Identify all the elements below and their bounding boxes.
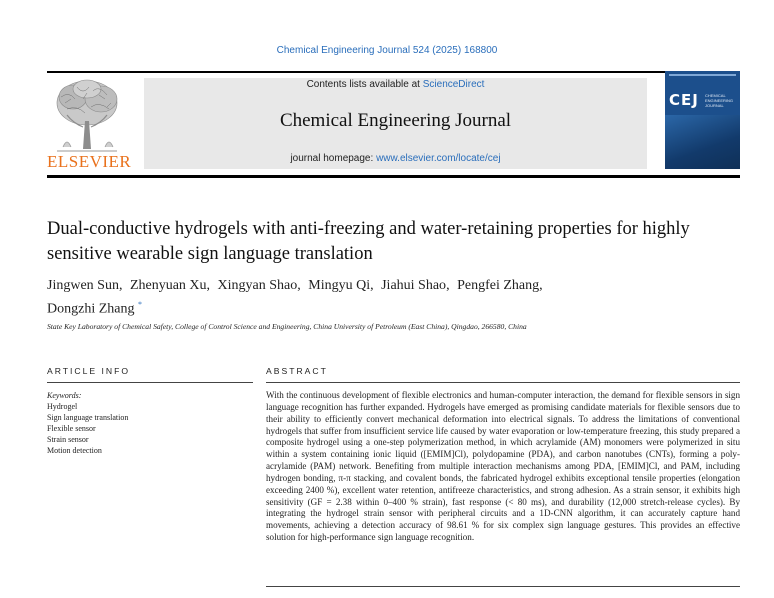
header-rule xyxy=(47,71,740,73)
contents-line xyxy=(144,79,647,90)
keyword: Hydrogel xyxy=(47,402,78,411)
cover-abbrev: CEJ xyxy=(669,91,699,109)
article-info-rule xyxy=(47,382,253,383)
author-name[interactable]: Jingwen Sun xyxy=(47,278,119,293)
keywords-label: Keywords: xyxy=(47,391,82,400)
keyword: Sign language translation xyxy=(47,413,129,422)
keyword: Flexible sensor xyxy=(47,424,96,433)
author-name[interactable]: Pengfei Zhang xyxy=(457,278,540,293)
author-name[interactable]: Xingyan Shao xyxy=(217,278,298,293)
abstract-bottom-rule xyxy=(266,586,740,587)
header-thick-rule xyxy=(47,175,740,178)
cover-image-band xyxy=(665,115,740,169)
author-name[interactable]: Zhenyuan Xu xyxy=(129,278,207,293)
sciencedirect-link[interactable]: ScienceDirect xyxy=(422,79,485,90)
cover-stripe xyxy=(669,74,736,76)
article-title: Dual-conductive hydrogels with anti-freezing and water-retaining properties for highly sensitive wearable sign language translation xyxy=(47,219,690,264)
author-name[interactable]: Dongzhi Zhang xyxy=(47,301,135,317)
elsevier-wordmark: ELSEVIER xyxy=(47,152,132,171)
cover-subtitle: CHEMICAL ENGINEERING JOURNAL xyxy=(705,93,734,108)
author-name[interactable]: Jiahui Shao xyxy=(381,278,447,293)
keyword: Motion detection xyxy=(47,446,102,455)
affiliation: State Key Laboratory of Chemical Safety, College of Control Science and Engineering, China University of Petroleum (East China), Qingdao, 266580, China xyxy=(47,322,527,331)
keyword: Strain sensor xyxy=(47,435,89,444)
keywords-block xyxy=(47,390,237,456)
abstract-heading: ABSTRACT xyxy=(266,366,328,376)
abstract-rule xyxy=(266,382,740,383)
contents-prefix: Contents lists available at xyxy=(306,79,423,90)
homepage-prefix: journal homepage: xyxy=(290,153,377,164)
author-list: Jingwen Sun, Zhenyuan Xu, Xingyan Shao, Mingyu Qi, Jiahui Shao, Pengfei Zhang, Dongzhi Zhang * xyxy=(47,278,543,317)
author-name[interactable]: Mingyu Qi xyxy=(308,278,371,293)
journal-title: Chemical Engineering Journal xyxy=(279,110,512,131)
abstract-text: With the continuous development of flexible electronics and human-computer interaction, the demand for flexible sensors in sign language recognition has further expanded. Hydrogels have emerged as promising candidate materials for flexible sensors due to their ability to efficiently convert mechanical deformation into electrical signals. To address the limitations of conventional hydrogels that suffer from insufficient service life caused by water evaporation or low-temperature freezing, this study prepared a composite hydrogel using a one-step polymerization method, in which acrylamide (AM) monomers were polymerized in situ within a system containing ionic liquid ([EMIM]Cl), polydopamine (PDA), and carbon nanotubes (CNTs), forming a poly-acrylamide (PAM) network. Benefiting from multiple interaction mechanisms among PDA, [EMIM]Cl, and PAM, including hydrogen bonding, π-π stacking, and covalent bonds, the fabricated hydrogel exhibits exceptional tensile properties (elongation exceeding 2400 %), excellent water retention, antifreeze characteristics, and strong adhesion. As a strain sensor, it exhibits high sensitivity (GF = 2.38 within 0–400 % strain), fast response (< 80 ms), and durability (12,000 stretch-release cycles). By integrating the hydrogel strain sensor with peripheral circuits and a 1D-CNN algorithm, it can accurately capture hand movements, achieving a detection accuracy of 98.61 % for six complex sign language gestures. This provides an effective solution for high-performance sign language recognition. xyxy=(266,390,740,543)
homepage-line xyxy=(144,153,647,164)
corresponding-author-mark[interactable]: * xyxy=(137,300,142,309)
homepage-link[interactable]: www.elsevier.com/locate/cej xyxy=(376,153,501,164)
article-info-heading: ARTICLE INFO xyxy=(47,366,131,376)
journal-cover-thumbnail[interactable] xyxy=(665,71,740,169)
journal-citation[interactable]: Chemical Engineering Journal 524 (2025) 168800 xyxy=(276,45,498,56)
